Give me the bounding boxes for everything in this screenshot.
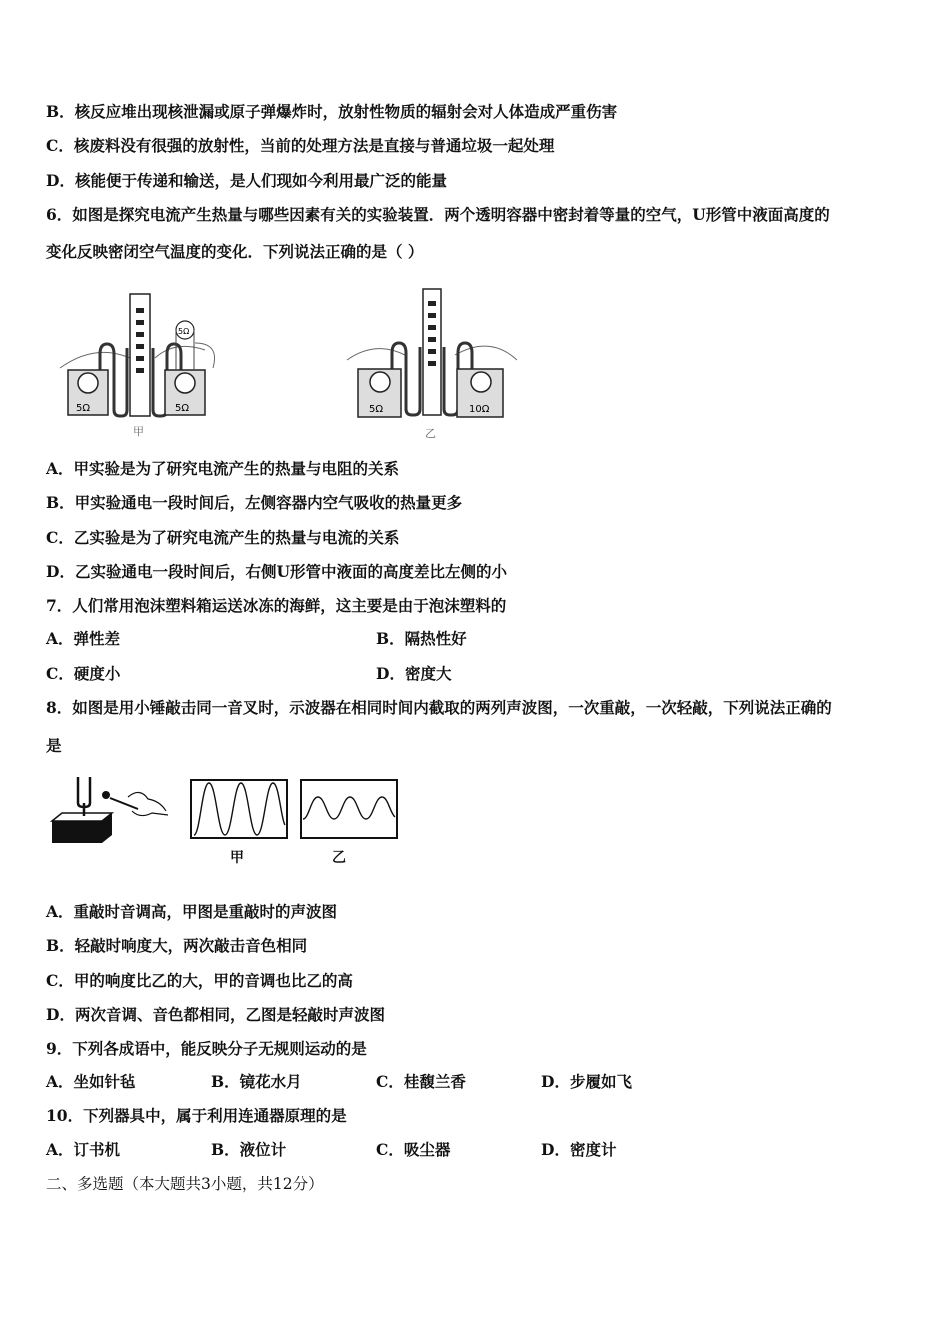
q8-option-b: B．轻敲时响度大，两次敲击音色相同 [46, 936, 308, 955]
q5-option-d: D．核能便于传递和输送，是人们现如今利用最广泛的能量 [46, 171, 447, 190]
q6-jia-left-resistor-label: 5Ω [76, 403, 91, 414]
tuning-fork-figure [48, 775, 173, 855]
q10-option-b: B．液位计 [211, 1140, 287, 1159]
q7-option-d: D．密度大 [376, 664, 452, 683]
q7-option-a: A．弹性差 [46, 629, 121, 648]
q6-yi-right-resistor-label: 10Ω [469, 404, 490, 415]
q5-option-b: B．核反应堆出现核泄漏或原子弹爆炸时，放射性物质的辐射会对人体造成严重伤害 [46, 102, 618, 121]
q10-option-d: D．密度计 [541, 1140, 617, 1159]
waveform-jia-caption: 甲 [230, 850, 244, 866]
q6-stem-line1: 6．如图是探究电流产生热量与哪些因素有关的实验装置．两个透明容器中密封着等量的空气，U形管中液面高度的 [46, 205, 830, 224]
q9-stem: 9．下列各成语中，能反映分子无规则运动的是 [46, 1039, 367, 1058]
q10-option-c: C．吸尘器 [376, 1140, 451, 1159]
section-2-heading: 二、多选题（本大题共3小题，共12分） [46, 1175, 324, 1193]
q6-figure-yi [345, 285, 525, 445]
q6-figure-yi-caption: 乙 [425, 427, 436, 440]
waveform-jia [190, 779, 290, 841]
q8-option-d: D．两次音调、音色都相同，乙图是轻敲时声波图 [46, 1005, 385, 1024]
q6-jia-parallel-resistor-label: 5Ω [178, 327, 190, 336]
q7-stem: 7．人们常用泡沫塑料箱运送冰冻的海鲜，这主要是由于泡沫塑料的 [46, 596, 507, 615]
q6-stem-line2: 变化反映密闭空气温度的变化．下列说法正确的是（ ） [46, 242, 424, 261]
q6-option-b: B．甲实验通电一段时间后，左侧容器内空气吸收的热量更多 [46, 493, 463, 512]
q9-option-c: C．桂馥兰香 [376, 1072, 466, 1091]
q6-option-c: C．乙实验是为了研究电流产生的热量与电流的关系 [46, 528, 400, 547]
q6-yi-left-resistor-label: 5Ω [369, 404, 384, 415]
q8-stem-line1: 8．如图是用小锤敲击同一音叉时，示波器在相同时间内截取的两列声波图，一次重敲，一次轻敲，下列说法正确的 [46, 698, 832, 717]
q6-figure-jia-caption: 甲 [133, 425, 144, 438]
q10-stem: 10．下列器具中，属于利用连通器原理的是 [46, 1106, 347, 1125]
q10-option-a: A．订书机 [46, 1140, 121, 1159]
q9-option-d: D．步履如飞 [541, 1072, 632, 1091]
q5-option-c: C．核废料没有很强的放射性，当前的处理方法是直接与普通垃圾一起处理 [46, 136, 555, 155]
q8-stem-line2: 是 [46, 736, 62, 755]
q7-option-b: B．隔热性好 [376, 629, 467, 648]
q9-option-a: A．坐如针毡 [46, 1072, 136, 1091]
q6-jia-right-resistor-label: 5Ω [175, 403, 190, 414]
q6-figure-jia [55, 288, 245, 448]
q6-option-a: A．甲实验是为了研究电流产生的热量与电阻的关系 [46, 459, 400, 478]
q7-option-c: C．硬度小 [46, 664, 121, 683]
q6-option-d: D．乙实验通电一段时间后，右侧U形管中液面的高度差比左侧的小 [46, 562, 507, 581]
q8-option-a: A．重敲时音调高，甲图是重敲时的声波图 [46, 902, 338, 921]
waveform-yi [300, 779, 400, 841]
q8-option-c: C．甲的响度比乙的大，甲的音调也比乙的高 [46, 971, 353, 990]
waveform-yi-caption: 乙 [332, 850, 346, 866]
q9-option-b: B．镜花水月 [211, 1072, 302, 1091]
